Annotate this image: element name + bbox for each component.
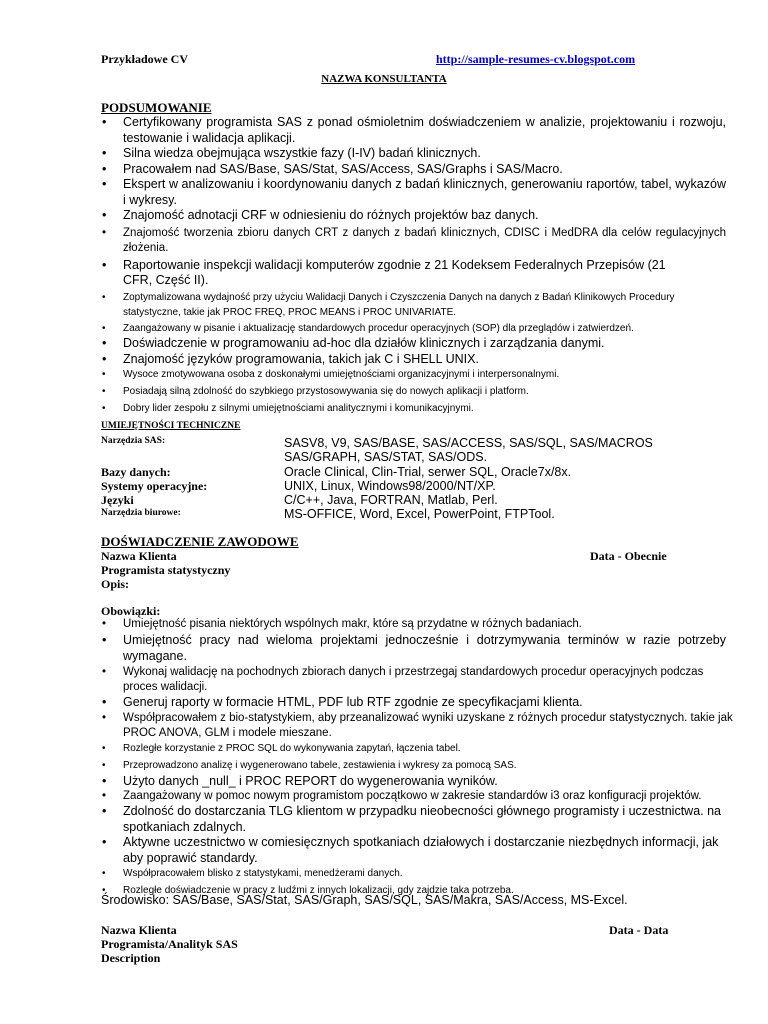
bullet-icon: • xyxy=(102,773,107,788)
list-item: • Wysoce zmotywowana osoba z doskonałymi umiejętnościami organizacyjnymi i interpersonalnymi. xyxy=(101,367,726,383)
list-item: • Silna wiedza obejmująca wszystkie fazy (I-IV) badań klinicznych. xyxy=(102,146,481,160)
skill-value: SAS/GRAPH, SAS/STAT, SAS/ODS. xyxy=(284,450,488,464)
bullet-icon: • xyxy=(102,618,107,630)
client-name: Nazwa Klienta xyxy=(101,549,177,563)
list-item: • Pracowałem nad SAS/Base, SAS/Stat, SAS/Access, SAS/Graphs i SAS/Macro. xyxy=(102,161,563,176)
header-label: Przykładowe CV xyxy=(101,52,188,66)
skill-label: Języki xyxy=(101,493,134,507)
bullet-icon: • xyxy=(102,226,107,239)
list-item: • Rozległe doświadczenie w pracy z ludźmi z innych lokalizacji, gdy zajdzie taka potrzeba. xyxy=(101,883,726,899)
bullet-icon: • xyxy=(102,804,107,818)
job-date: Data - Obecnie xyxy=(590,549,667,563)
list-item: • Umiejętność pracy nad wieloma projektami jednocześnie i dotrzymywania terminów w razie potrzeby wymagane. xyxy=(102,633,726,663)
bullet-icon: • xyxy=(102,146,107,160)
bullet-icon: • xyxy=(102,884,106,896)
consultant-name-title: NAZWA KONSULTANTA xyxy=(321,73,447,85)
list-item: • Zaangażowany w pisanie i aktualizację standardowych procedur operacyjnych (SOP) dla przeglądów i zatwierdzeń. xyxy=(101,321,726,337)
list-item: • Zdolność do dostarczania TLG klientom w przypadku nieobecności głównego programisty i uczestnictwa. na spotkaniach zdalnych. xyxy=(102,804,721,834)
job-role: Programista/Analityk SAS xyxy=(101,937,238,951)
bullet-icon: • xyxy=(102,351,107,366)
duties-label: Obowiązki: xyxy=(101,604,161,618)
bullet-icon: • xyxy=(102,742,106,754)
list-item: • Współpracowałem blisko z statystykami, menedżerami danych. xyxy=(101,866,726,882)
summary-list xyxy=(101,115,726,417)
skill-label: Narzędzia SAS: xyxy=(101,436,166,446)
skill-value: UNIX, Linux, Windows98/2000/NT/XP. xyxy=(284,479,496,493)
environment-line: Środowisko: SAS/Base, SAS/Stat, SAS/Graph, SAS/SQL, SAS/Makra, SAS/Access, MS-Excel. xyxy=(101,893,628,907)
bullet-icon: • xyxy=(102,369,106,380)
bullet-icon: • xyxy=(102,208,107,222)
experience-heading: DOŚWIADCZENIE ZAWODOWE xyxy=(101,534,299,549)
skill-value: SASV8, V9, SAS/BASE, SAS/ACCESS, SAS/SQL, SAS/MACROS xyxy=(284,436,653,450)
bullet-icon: • xyxy=(102,291,106,303)
bullet-icon: • xyxy=(102,385,106,397)
list-item: • Dobry lider zespołu z silnymi umiejętnościami analitycznymi i komunikacyjnymi. xyxy=(101,401,726,417)
skills-heading: UMIEJĘTNOŚCI TECHNICZNE xyxy=(101,421,241,431)
list-item: • Ekspert w analizowaniu i koordynowaniu danych z badań klinicznych, generowaniu raportów, tabel, wykazów i wykresy. xyxy=(102,177,726,207)
list-item: • Generuj raporty w formacie HTML, PDF lub RTF zgodnie ze specyfikacjami klienta. xyxy=(102,695,583,709)
bullet-icon: • xyxy=(102,115,107,129)
bullet-icon: • xyxy=(102,711,107,724)
duties-list xyxy=(101,617,733,898)
bullet-icon: • xyxy=(102,336,107,350)
list-item: • Znajomość adnotacji CRF w odniesieniu do różnych projektów baz danych. xyxy=(102,208,539,222)
summary-heading: PODSUMOWANIE xyxy=(101,100,212,115)
list-item: • Certyfikowany programista SAS z ponad ośmioletnim doświadczeniem w analizie, projektowaniu i rozwoju, testowanie i walidacja aplikacji. xyxy=(102,115,726,145)
bullet-icon: • xyxy=(102,633,107,647)
skill-value: Oracle Clinical, Clin-Trial, serwer SQL, Oracle7x/8x. xyxy=(284,465,572,479)
bullet-icon: • xyxy=(102,868,106,879)
list-item: • Zoptymalizowana wydajność przy użyciu Walidacji Danych i Czyszczenia Danych na danych z Badań Klinikowych Procedury statystyczne, takie jak PROC FREQ, PROC MEANS i PROC UNIVARIATE. xyxy=(102,291,675,318)
bullet-icon: • xyxy=(102,177,107,191)
job-role: Programista statystyczny xyxy=(101,563,231,577)
list-item: • Wykonaj walidację na pochodnych zbiorach danych i przestrzegaj standardowych procedur operacyjnych podczas proces walidacji. xyxy=(102,666,704,693)
bullet-icon: • xyxy=(102,322,106,334)
skill-label: Narzędzia biurowe: xyxy=(101,508,181,518)
skill-value: MS-OFFICE, Word, Excel, PowerPoint, FTPTool. xyxy=(284,507,555,521)
list-item: • Doświadczenie w programowaniu ad-hoc dla działów klinicznych i zarządzania danymi. xyxy=(102,336,605,350)
list-item: • Raportowanie inspekcji walidacji komputerów zgodnie z 21 Kodeksem Federalnych Przepisów (21 CFR, Część II). xyxy=(102,257,666,287)
client-name: Nazwa Klienta xyxy=(101,923,177,937)
header-link[interactable]: http://sample-resumes-cv.blogspot.com xyxy=(436,52,636,66)
bullet-icon: • xyxy=(102,257,107,272)
bullet-icon: • xyxy=(102,666,107,678)
bullet-icon: • xyxy=(102,161,107,176)
bullet-icon: • xyxy=(102,790,107,802)
bullet-icon: • xyxy=(102,403,106,414)
skill-label: Systemy operacyjne: xyxy=(101,479,208,493)
job-description-label: Opis: xyxy=(101,577,130,591)
job-description-label: Description xyxy=(101,951,161,965)
list-item: • Znajomość tworzenia zbioru danych CRT z danych z badań klinicznych, CDISC i MedDRA dla celów regulacyjnych złożenia. xyxy=(102,226,726,254)
bullet-icon: • xyxy=(102,760,106,771)
list-item: • Rozległe korzystanie z PROC SQL do wykonywania zapytań, łączenia tabel. xyxy=(101,741,726,757)
job-date: Data - Data xyxy=(609,923,669,937)
skill-value: C/C++, Java, FORTRAN, Matlab, Perl. xyxy=(284,493,498,507)
list-item: • Posiadają silną zdolność do szybkiego przystosowywania się do nowych aplikacji i platform. xyxy=(101,384,726,400)
bullet-icon: • xyxy=(102,695,107,709)
skill-label: Bazy danych: xyxy=(101,465,171,479)
list-item: • Przeprowadzono analizę i wygenerowano tabele, zestawienia i wykresy za pomocą SAS. xyxy=(101,758,726,774)
list-item: • Współpracowałem z bio-statystykiem, aby przeanalizować wyniki uzyskane z różnych procedur statystycznych. takie jak PROC ANOVA, GLM i modele mieszane. xyxy=(102,711,733,739)
list-item: • Znajomość języków programowania, takich jak C i SHELL UNIX. xyxy=(102,351,479,366)
list-item: • Użyto danych _null_ i PROC REPORT do wygenerowania wyników. xyxy=(102,773,498,788)
list-item: • Zaangażowany w pomoc nowym programistom początkowo w zakresie standardów i3 oraz konfiguracji projektów. xyxy=(102,790,702,802)
bullet-icon: • xyxy=(102,835,107,849)
list-item: • Umiejętność pisania niektórych wspólnych makr, które są przydatne w różnych badaniach. xyxy=(102,618,582,630)
list-item: • Aktywne uczestnictwo w comiesięcznych spotkaniach działowych i dostarczanie niezbędnych informacji, jak aby poprawić standardy. xyxy=(102,835,719,865)
